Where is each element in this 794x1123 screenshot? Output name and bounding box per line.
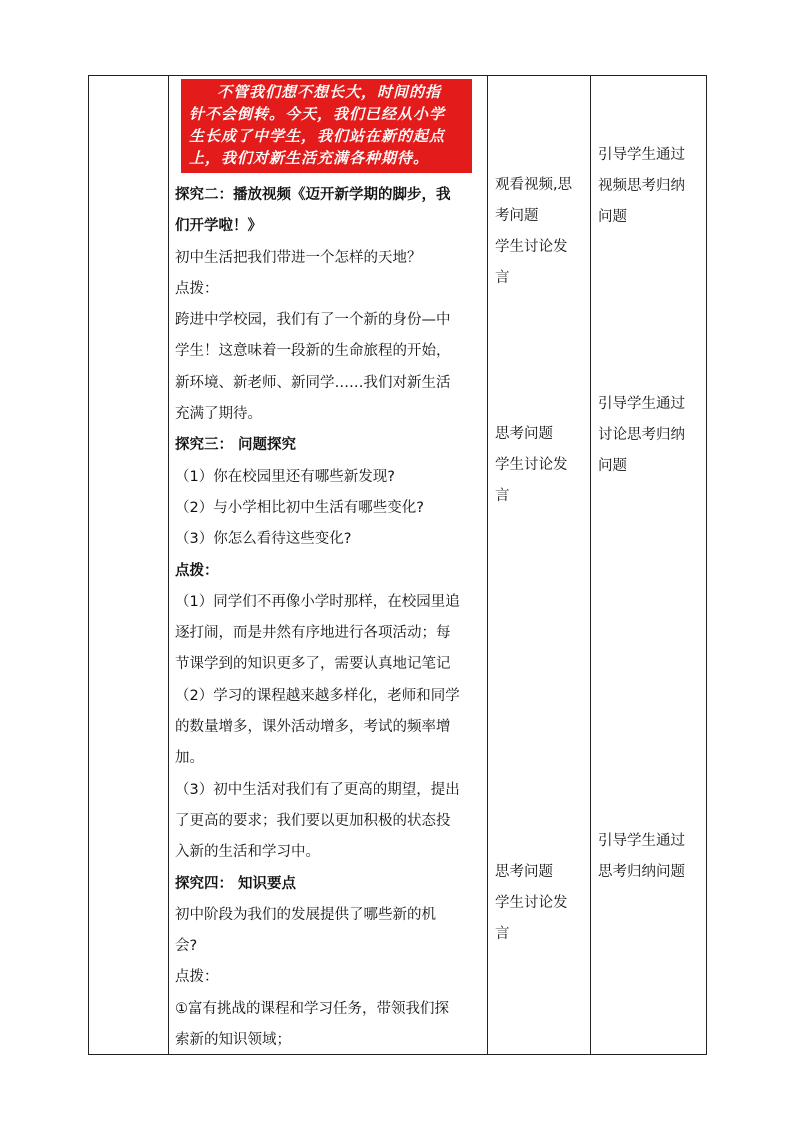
text-line: 思考归纳问题 [598,864,685,880]
text-line: 言 [495,488,510,504]
text-line: 会? [175,938,198,955]
column-divider [487,76,488,1054]
text-line: 考问题 [495,208,539,224]
text-line: 点拨： [175,280,219,297]
text-line: 问题 [598,458,627,474]
content-text [175,180,483,1056]
text-line: 学生讨论发 [495,239,568,255]
text-line: 学生讨论发 [495,457,568,473]
text-line: 跨进中学校园，我们有了一个新的身份—中 [175,312,451,329]
text-line: 言 [495,270,510,286]
text-line: 思考问题 [495,864,553,880]
text-line: （3）你怎么看待这些变化? [175,531,352,548]
text-line: 初中生活把我们带进一个怎样的天地？ [175,249,422,266]
text-line: 问题 [598,209,627,225]
text-line: 讨论思考归纳 [598,427,685,443]
text-line: （3）初中生活对我们有了更高的期望，提出 [175,781,460,798]
text-line: ①富有挑战的课程和学习任务，带领我们探 [175,1000,449,1017]
text-line: （2）与小学相比初中生活有哪些变化? [175,499,424,516]
design-intent-block [598,826,685,888]
section-heading: 们开学啦！》 [175,218,262,235]
student-activity-block [495,419,568,512]
text-line: 入新的生活和学习中。 [175,844,320,861]
text-line: 引导学生通过 [598,396,685,412]
text-line: 言 [495,926,510,942]
text-line: 充满了期待。 [175,406,262,423]
quote-banner [181,79,472,173]
column-divider [590,76,591,1054]
banner-line: 针不会倒转。今天，我们已经从小学 [189,105,446,123]
student-activity-block [495,857,568,950]
design-intent-block [598,389,685,482]
text-line: 的数量增多，课外活动增多，考试的频率增 [175,719,451,736]
text-line: 思考问题 [495,426,553,442]
lesson-table [88,75,707,1055]
text-line: （1）你在校园里还有哪些新发现? [175,468,395,485]
text-line: 逐打闹，而是井然有序地进行各项活动；每 [175,625,451,642]
text-line: 节课学到的知识更多了，需要认真地记笔记 [175,656,451,673]
teaching-content-column [169,76,486,1054]
text-line: 学生讨论发 [495,895,568,911]
student-activity-block [495,170,572,294]
section-heading: 探究二：播放视频《迈开新学期的脚步，我 [175,187,451,203]
text-line: 引导学生通过 [598,833,685,849]
text-line: 加。 [175,750,204,767]
text-line: （1）同学们不再像小学时那样，在校园里追 [175,593,460,610]
text-line: 点拨： [175,969,219,986]
text-line: 观看视频,思 [495,177,573,193]
banner-line: 生长成了中学生，我们站在新的起点 [189,127,446,145]
left-blank-column [89,76,168,1054]
design-intent-block [598,140,685,233]
section-heading: 点拨： [175,562,219,579]
text-line: 视频思考归纳 [598,178,685,194]
banner-line: 上，我们对新生活充满各种期待。 [189,149,430,167]
text-line: 了更高的要求；我们要以更加积极的状态投 [175,812,451,829]
text-line: 引导学生通过 [598,147,685,163]
banner-line: 不管我们想不想长大，时间的指 [217,83,442,101]
text-line: 索新的知识领域； [175,1032,291,1049]
text-line: 初中阶段为我们的发展提供了哪些新的机 [175,906,436,923]
design-intent-column [592,76,704,1054]
section-heading: 探究四： 知识要点 [175,875,297,892]
text-line: （2）学习的课程越来越多样化，老师和同学 [175,687,460,704]
section-heading: 探究三： 问题探究 [175,437,297,454]
text-line: 学生！这意味着一段新的生命旅程的开始， [175,343,451,360]
text-line: 新环境、新老师、新同学……我们对新生活 [175,374,451,391]
student-activity-column [489,76,589,1054]
